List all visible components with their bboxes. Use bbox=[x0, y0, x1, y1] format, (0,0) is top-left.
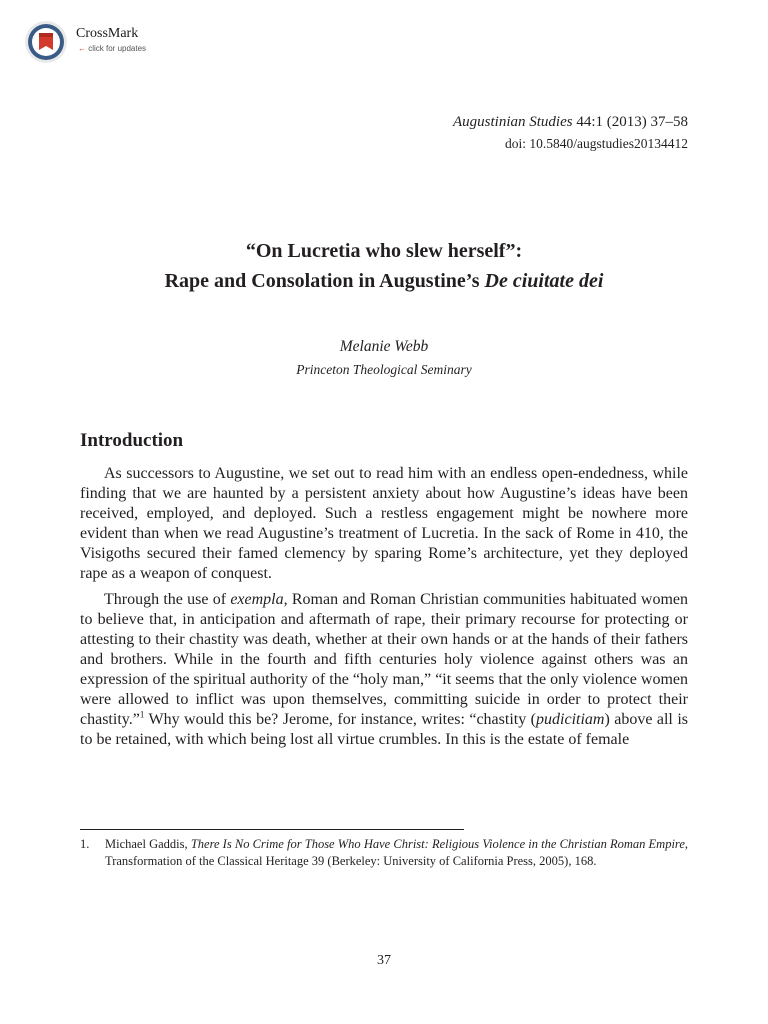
footnote-rest: , Transformation of the Classical Heritage 39 (Berkeley: University of California Press, 2005), 168. bbox=[105, 837, 688, 868]
crossmark-title: CrossMark bbox=[76, 26, 139, 41]
title-line-1: “On Lucretia who slew herself”: bbox=[245, 240, 523, 262]
paragraph-2 bbox=[80, 590, 688, 750]
crossmark-logo-icon bbox=[24, 20, 68, 64]
doi-link[interactable]: doi: 10.5840/augstudies20134412 bbox=[505, 136, 688, 151]
footnote-author: Michael Gaddis, bbox=[105, 837, 191, 851]
footnote-number: 1. bbox=[80, 837, 90, 851]
journal-citation bbox=[453, 112, 688, 133]
p2-italic-pudicitiam: pudicitiam bbox=[536, 711, 605, 728]
p2-text-b: , Roman and Roman Christian communities habituated women to believe that, in anticipation and aftermath of rape, their primary recourse for protecting or attesting to their chastity was death, whether at their own hands or at the hands of their fathers and brothers. While in the fourth and fifth centuries holy violence against others was an expression of the spiritual authority of the “holy man,” “it seems that the only violence women were allowed to inflict was upon themselves, committing suicide in order to protect their chastity.” bbox=[80, 591, 688, 728]
section-heading: Introduction bbox=[80, 430, 184, 451]
author-name: Melanie Webb bbox=[339, 338, 429, 355]
journal-name: Augustinian Studies bbox=[452, 114, 573, 130]
crossmark-subtitle bbox=[78, 44, 146, 53]
crossmark-arrow-icon: ← bbox=[78, 44, 86, 53]
p2-text-a: Through the use of bbox=[104, 591, 231, 608]
page-number: 37 bbox=[377, 953, 391, 968]
p2-text-c: Why would this be? Jerome, for instance, writes: “chastity ( bbox=[144, 711, 537, 728]
footnote-text bbox=[105, 836, 688, 870]
title-line-2-italic: De ciuitate dei bbox=[484, 270, 604, 292]
crossmark-subtitle-label: click for updates bbox=[88, 44, 147, 53]
paragraph-1: As successors to Augustine, we set out to read him with an endless open-endedness, while finding that we are haunted by a persistent anxiety about how Augustine’s ideas have been received, employed, and deployed. Such a restless engagement might be nowhere more evident than when we read Augustine’s treatment of Lucretia. In the sack of Rome in 410, the Visigoths secured their famed clemency by sparing Rome’s architecture, yet they deployed rape as a weapon of conquest. bbox=[80, 465, 688, 582]
footnote-divider bbox=[80, 829, 464, 830]
footnote-ref-1[interactable]: 1 bbox=[139, 709, 145, 720]
author-affiliation: Princeton Theological Seminary bbox=[296, 362, 472, 377]
body-text bbox=[80, 464, 688, 756]
crossmark-badge[interactable] bbox=[24, 20, 164, 64]
article-title bbox=[0, 236, 768, 296]
journal-info bbox=[453, 112, 688, 154]
p2-text-d: ) above all is to be retained, with which being lost all virtue crumbles. In this is the estate of female bbox=[80, 711, 689, 748]
title-line-2-text: Rape and Consolation in Augustine’s bbox=[164, 270, 485, 292]
footnote-1 bbox=[80, 836, 688, 870]
journal-issue: 44:1 (2013) 37–58 bbox=[572, 114, 688, 130]
title-line-2 bbox=[0, 266, 768, 296]
p2-italic-exempla: exempla bbox=[230, 591, 284, 608]
footnote-book-title: There Is No Crime for Those Who Have Christ: Religious Violence in the Christian Roman Empire bbox=[190, 837, 685, 851]
